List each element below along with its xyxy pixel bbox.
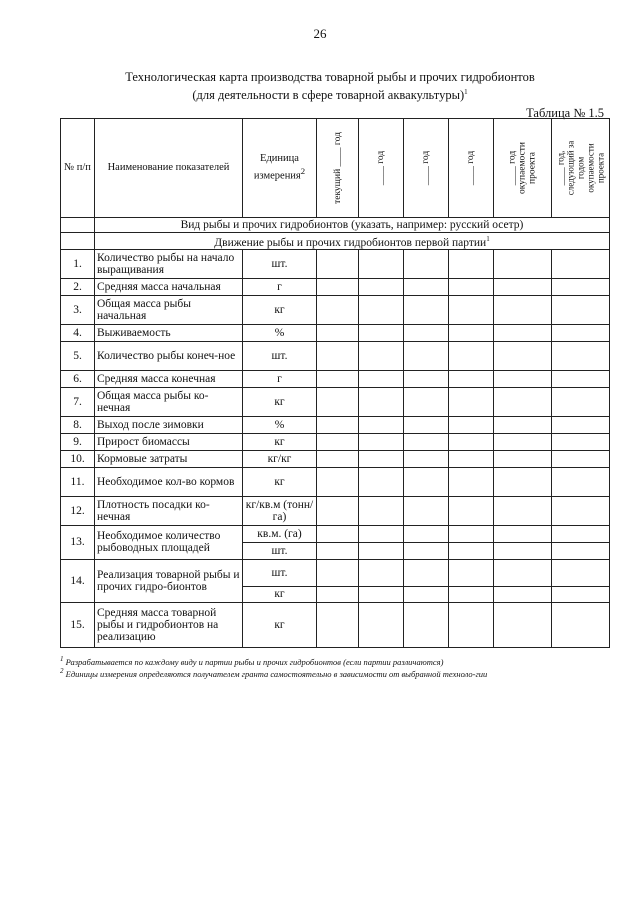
col-header-next-year: ____ год, следующий за годом окупаемости проекта xyxy=(552,119,610,218)
row-indicator-name: Общая масса рыбы ко-нечная xyxy=(95,387,243,416)
value-cell xyxy=(359,249,404,278)
value-cell xyxy=(404,324,449,341)
row-indicator-name: Кормовые затраты xyxy=(95,450,243,467)
col-header-year-3: ____ год xyxy=(404,119,449,218)
row-indicator-name: Количество рыбы на начало выращивания xyxy=(95,249,243,278)
value-cell xyxy=(404,249,449,278)
row-number: 11. xyxy=(61,467,95,496)
value-cell xyxy=(317,496,359,525)
value-cell xyxy=(404,416,449,433)
table-row: 13. Необходимое количество рыбоводных площадей кв.м. (га) xyxy=(61,525,610,542)
value-cell xyxy=(552,370,610,387)
value-cell xyxy=(494,324,552,341)
value-cell xyxy=(552,496,610,525)
row-number: 6. xyxy=(61,370,95,387)
row-unit: кг/кв.м (тонн/га) xyxy=(243,496,317,525)
row-indicator-name: Выход после зимовки xyxy=(95,416,243,433)
value-cell xyxy=(359,467,404,496)
value-cell xyxy=(404,370,449,387)
row-unit: г xyxy=(243,370,317,387)
title-line-2: (для деятельности в сфере товарной аквакультуры) xyxy=(192,88,465,103)
table-row: 15. Средняя масса товарной рыбы и гидробионтов на реализацию кг xyxy=(61,602,610,647)
footnote-1: $^1$ Разрабатывается по каждому виду и партии рыбы и прочих гидробионтов (если партии различаются) xyxy=(60,655,444,667)
value-cell xyxy=(404,467,449,496)
value-cell xyxy=(359,496,404,525)
value-cell xyxy=(359,387,404,416)
row-indicator-name: Выживаемость xyxy=(95,324,243,341)
row-number: 12. xyxy=(61,496,95,525)
row-number: 7. xyxy=(61,387,95,416)
value-cell xyxy=(494,416,552,433)
value-cell xyxy=(552,387,610,416)
section-row-movement xyxy=(61,233,610,250)
value-cell xyxy=(404,295,449,324)
row-unit: кг xyxy=(243,467,317,496)
row-unit: шт. xyxy=(243,249,317,278)
row-indicator-name: Плотность посадки ко-нечная xyxy=(95,496,243,525)
table-row: кг xyxy=(61,586,610,602)
table-row xyxy=(61,341,610,370)
value-cell xyxy=(404,433,449,450)
row-unit: % xyxy=(243,324,317,341)
table-row xyxy=(61,467,610,496)
value-cell xyxy=(404,450,449,467)
table-row xyxy=(61,496,610,525)
row-13-name: Необходимое количество рыбоводных площадей xyxy=(95,525,243,559)
value-cell xyxy=(449,295,494,324)
row-15-name: Средняя масса товарной рыбы и гидробионтов на реализацию xyxy=(95,602,243,647)
value-cell xyxy=(449,467,494,496)
col-header-name: Наименование показателей xyxy=(95,119,243,218)
row-indicator-name: Средняя масса начальная xyxy=(95,278,243,295)
value-cell xyxy=(552,278,610,295)
row-number: 4. xyxy=(61,324,95,341)
value-cell xyxy=(494,467,552,496)
table-row xyxy=(61,278,610,295)
col-header-unit: Единица измерения$^2$ xyxy=(243,119,317,218)
value-cell xyxy=(317,416,359,433)
value-cell xyxy=(359,324,404,341)
value-cell xyxy=(317,433,359,450)
row-indicator-name: Необходимое кол-во кормов xyxy=(95,467,243,496)
value-cell xyxy=(317,467,359,496)
row-indicator-name: Прирост биомассы xyxy=(95,433,243,450)
table-label: Таблица № 1.5 xyxy=(526,106,604,120)
row-unit: кг xyxy=(243,387,317,416)
value-cell xyxy=(494,278,552,295)
value-cell xyxy=(317,450,359,467)
unit-footnote-ref: 2 xyxy=(300,166,306,177)
value-cell xyxy=(449,496,494,525)
value-cell xyxy=(552,341,610,370)
value-cell xyxy=(359,278,404,295)
section-species-label: Вид рыбы и прочих гидробионтов (указать, например: русский осетр) xyxy=(95,218,610,233)
value-cell xyxy=(449,278,494,295)
row-unit: кг/кг xyxy=(243,450,317,467)
row-indicator-name: Общая масса рыбы начальная xyxy=(95,295,243,324)
col-header-year-1: текущий ____ год xyxy=(317,119,359,218)
section-row-species xyxy=(61,218,610,233)
row-indicator-name: Средняя масса конечная xyxy=(95,370,243,387)
title-line-1: Технологическая карта производства товарной рыбы и прочих гидробионтов xyxy=(125,70,535,84)
value-cell xyxy=(317,249,359,278)
row-unit: г xyxy=(243,278,317,295)
value-cell xyxy=(494,249,552,278)
col-header-year-4: ____ год xyxy=(449,119,494,218)
col-header-payback-year: ____ год окупаемости проекта xyxy=(494,119,552,218)
value-cell xyxy=(449,433,494,450)
value-cell xyxy=(359,295,404,324)
document-title xyxy=(60,70,600,103)
row-number: 1. xyxy=(61,249,95,278)
value-cell xyxy=(494,370,552,387)
value-cell xyxy=(552,433,610,450)
value-cell xyxy=(359,341,404,370)
value-cell xyxy=(317,278,359,295)
tech-card-table xyxy=(60,118,610,648)
value-cell xyxy=(494,387,552,416)
col-header-num: № п/п xyxy=(61,119,95,218)
value-cell xyxy=(359,416,404,433)
value-cell xyxy=(317,295,359,324)
value-cell xyxy=(494,295,552,324)
value-cell xyxy=(494,496,552,525)
row-14-name: Реализация товарной рыбы и прочих гидро-бионтов xyxy=(95,559,243,602)
table-row xyxy=(61,324,610,341)
table-row xyxy=(61,387,610,416)
table-row xyxy=(61,295,610,324)
value-cell xyxy=(404,341,449,370)
value-cell xyxy=(359,370,404,387)
value-cell xyxy=(552,324,610,341)
value-cell xyxy=(552,295,610,324)
footnote-2: $^2$ Единицы измерения определяются получателем гранта самостоятельно в зависимости от выбранной техноло-гии xyxy=(60,667,488,679)
value-cell xyxy=(552,467,610,496)
value-cell xyxy=(404,387,449,416)
page-number: 26 xyxy=(313,26,327,41)
row-number: 8. xyxy=(61,416,95,433)
row-indicator-name: Количество рыбы конеч-ное xyxy=(95,341,243,370)
value-cell xyxy=(359,450,404,467)
value-cell xyxy=(404,278,449,295)
value-cell xyxy=(449,249,494,278)
value-cell xyxy=(449,370,494,387)
value-cell xyxy=(317,341,359,370)
table-row xyxy=(61,249,610,278)
title-footnote-ref: 1 xyxy=(464,88,468,96)
value-cell xyxy=(449,324,494,341)
row-number: 9. xyxy=(61,433,95,450)
value-cell xyxy=(494,450,552,467)
table-row: шт. xyxy=(61,542,610,559)
table-row xyxy=(61,433,610,450)
row-number: 3. xyxy=(61,295,95,324)
row-unit: % xyxy=(243,416,317,433)
row-unit: кг xyxy=(243,295,317,324)
row-unit: кг xyxy=(243,433,317,450)
value-cell xyxy=(552,450,610,467)
value-cell xyxy=(552,416,610,433)
value-cell xyxy=(317,324,359,341)
value-cell xyxy=(552,249,610,278)
section-movement-label: Движение рыбы и прочих гидробионтов первой партии$^1$ xyxy=(95,233,610,250)
row-unit: шт. xyxy=(243,341,317,370)
row-number: 2. xyxy=(61,278,95,295)
value-cell xyxy=(494,341,552,370)
col-header-year-2: ____ год xyxy=(359,119,404,218)
row-number: 10. xyxy=(61,450,95,467)
table-row xyxy=(61,370,610,387)
value-cell xyxy=(494,433,552,450)
value-cell xyxy=(449,450,494,467)
table-row: 14. Реализация товарной рыбы и прочих гидро-бионтов шт. xyxy=(61,559,610,586)
value-cell xyxy=(359,433,404,450)
table-row xyxy=(61,450,610,467)
table-row xyxy=(61,416,610,433)
value-cell xyxy=(449,416,494,433)
value-cell xyxy=(317,387,359,416)
value-cell xyxy=(449,387,494,416)
value-cell xyxy=(317,370,359,387)
value-cell xyxy=(404,496,449,525)
row-number: 5. xyxy=(61,341,95,370)
value-cell xyxy=(449,341,494,370)
